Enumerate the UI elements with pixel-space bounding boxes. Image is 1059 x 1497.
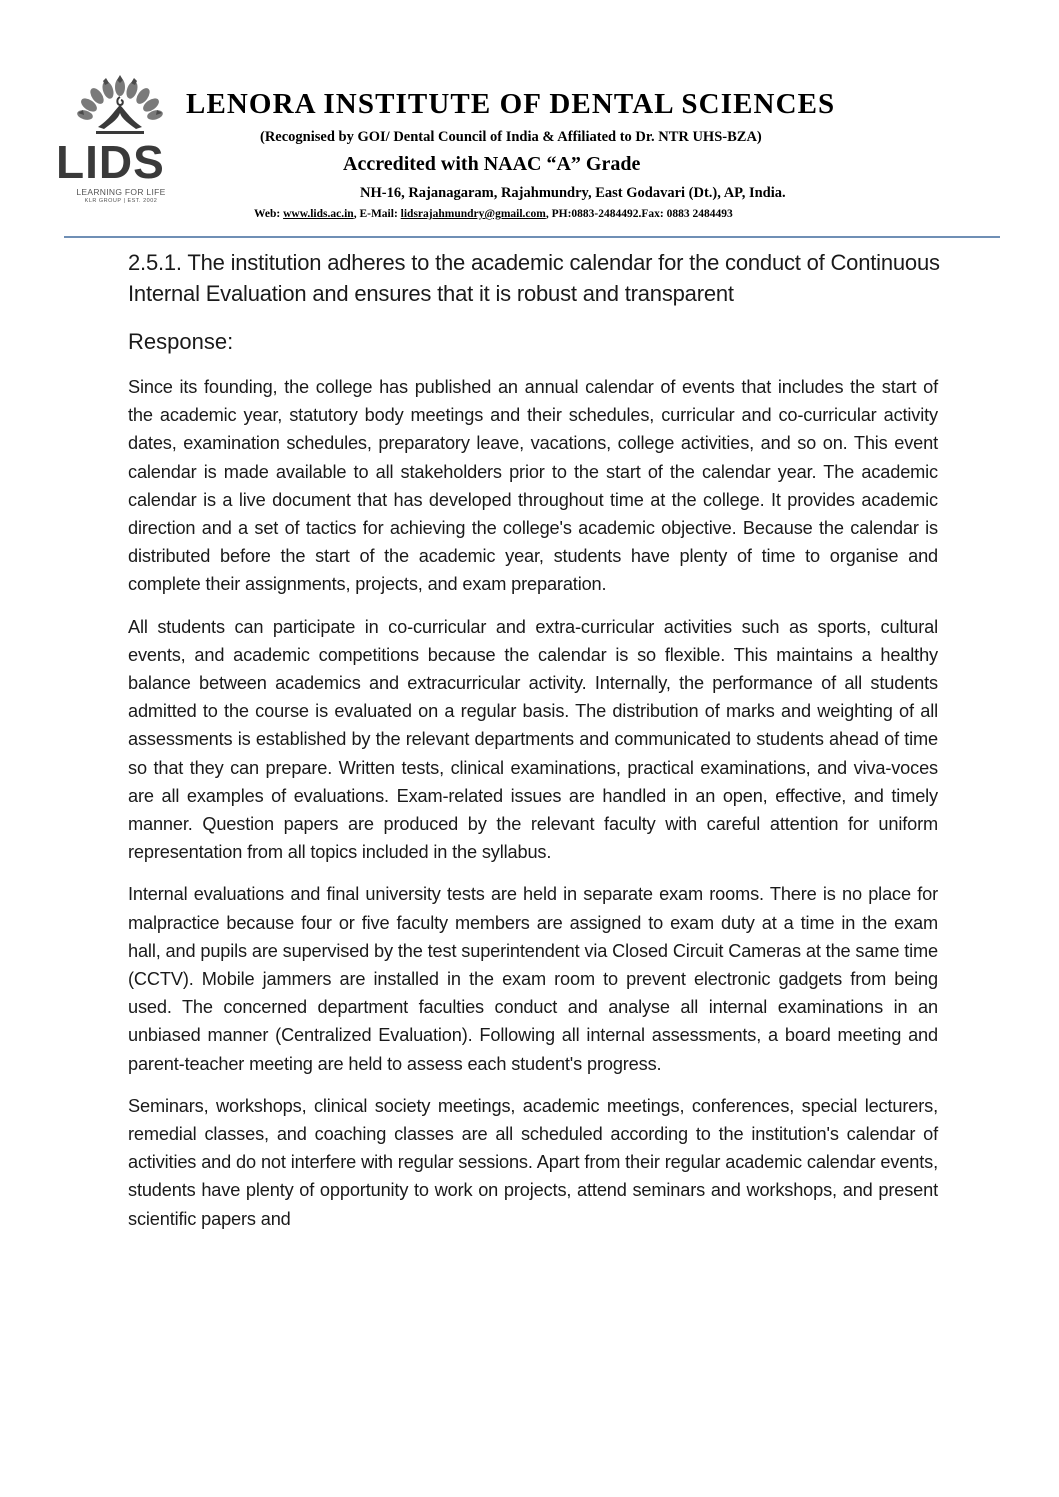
logo-tagline: LEARNING FOR LIFE (76, 187, 166, 197)
contact-line (254, 205, 733, 223)
web-label: Web: (254, 208, 284, 220)
paragraph: Internal evaluations and final university tests are held in separate exam rooms. There is no place for malpractice because four or five faculty members are assigned to exam duty at a time in the exam hall, and pupils are supervised by the test superintendent via Closed Circuit Cameras at the same time (CCTV). Mobile jammers are installed in the exam room to prevent electronic gadgets from being used. The concerned department faculties conduct and analyse all internal examinations in an unbiased manner (Centralized Evaluation). Following all internal assessments, a board meeting and parent-teacher meeting are held to assess each student's progress. (128, 884, 938, 1074)
response-heading: Response: (128, 329, 234, 354)
email-link[interactable]: lidsrajahmundry@gmail.com (400, 208, 546, 220)
letterhead (0, 0, 1059, 240)
paragraph: All students can participate in co-curricular and extra-curricular activities such as sports, cultural events, and academic competitions because the calendar is so flexible. This maintains a healthy balance between academics and extracurricular activity. Internally, the performance of all students admitted to the course is evaluated on a regular basis. The distribution of marks and weighting of all assessments is established by the relevant departments and communicated to students ahead of time so that they can prepare. Written tests, clinical examinations, practical examinations, and viva-voces are all examples of evaluations. Exam-related issues are handled in an open, effective, and timely manner. Question papers are produced by the relevant faculty with careful attention for uniform representation from all topics included in the syllabus. (128, 616, 938, 863)
email-label: , E-Mail: (353, 208, 401, 220)
logo-wordmark: LIDS (56, 136, 165, 188)
header-divider (64, 236, 1000, 238)
address-line: NH-16, Rajanagaram, Rajahmundry, East Godavari (Dt.), AP, India. (360, 185, 786, 201)
document-body (128, 248, 938, 1247)
accreditation-line: Accredited with NAAC “A” Grade (343, 153, 641, 175)
recognition-line: (Recognised by GOI/ Dental Council of India & Affiliated to Dr. NTR UHS-BZA) (260, 129, 762, 145)
phone-fax: , PH:0883-2484492.Fax: 0883 2484493 (545, 208, 733, 220)
institution-logo (50, 75, 190, 205)
website-link[interactable]: www.lids.ac.in (283, 208, 354, 220)
institution-name: LENORA INSTITUTE OF DENTAL SCIENCES (186, 88, 836, 120)
paragraph: Since its founding, the college has published an annual calendar of events that includes the start of the academic year, statutory body meetings and their schedules, curricular and co-curricular activity dates, examination schedules, preparatory leave, vacations, college activities, and so on. This event calendar is made available to all stakeholders prior to the start of the calendar year. The academic calendar is a live document that has developed throughout time at the college. It provides academic direction and a set of tactics for achieving the college's academic objective. Because the calendar is distributed before the start of the academic year, students have plenty of time to organise and complete their assignments, projects, and exam preparation. (128, 377, 938, 595)
peacock-tree-icon (50, 75, 190, 141)
logo-subtagline: KLR GROUP | EST. 2002 (84, 198, 158, 204)
criterion-heading: 2.5.1. The institution adheres to the academic calendar for the conduct of Continuous Internal Evaluation and ensures that it is robust and transparent (128, 250, 940, 306)
paragraph: Seminars, workshops, clinical society meetings, academic meetings, conferences, special lecturers, remedial classes, and coaching classes are all scheduled according to the institution's calendar of activities and do not interfere with regular sessions. Apart from their regular academic calendar events, students have plenty of opportunity to work on projects, attend seminars and workshops, and present scientific papers and (128, 1095, 938, 1229)
